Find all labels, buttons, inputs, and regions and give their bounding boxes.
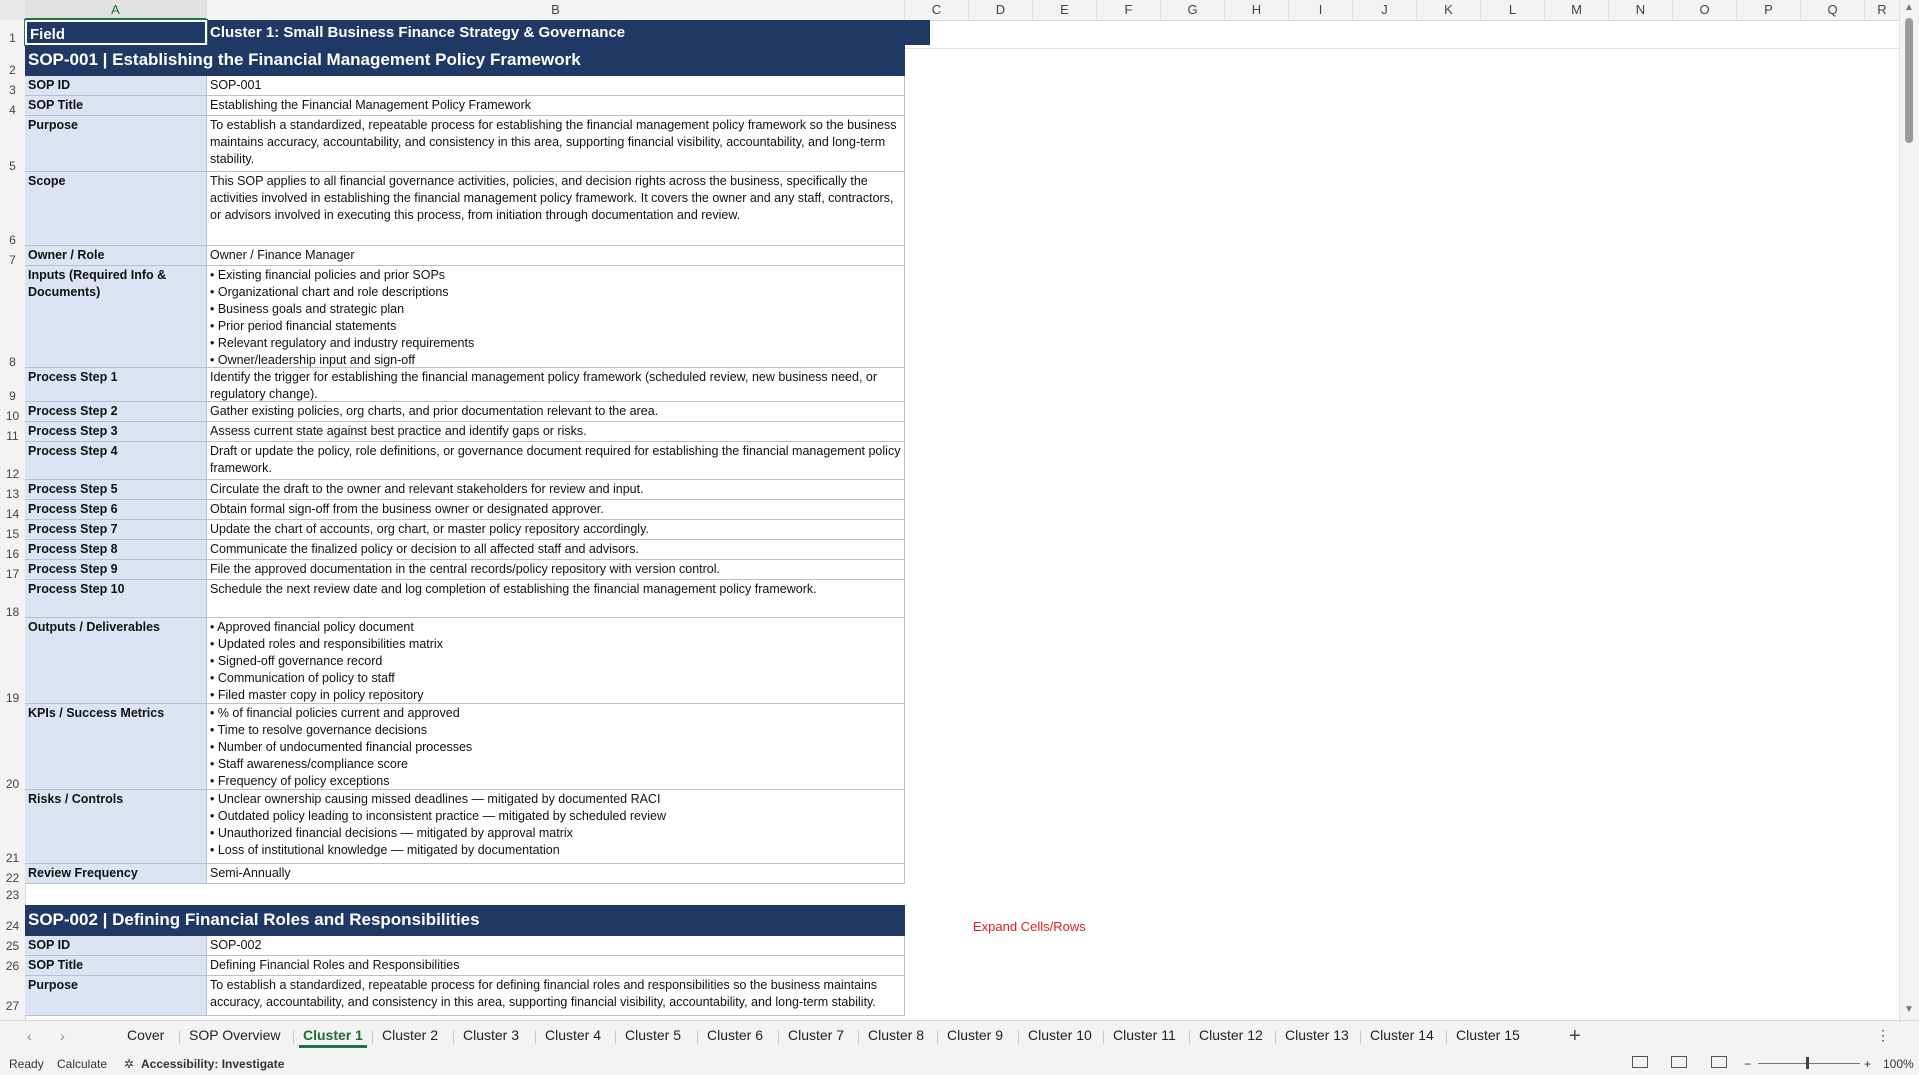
field-value-cell[interactable]: • Unclear ownership causing missed deadlines — mitigated by documented RACI • Outdated policy leading to inconsistent practice — mitigated by scheduled review • Unauthorized financial decisions — mitigated by approval matrix • Loss of institutional knowledge — mitigated by documentation: [207, 790, 905, 864]
sheet-tab[interactable]: Cover: [127, 1027, 165, 1043]
sheet-tab-bar: [0, 1020, 1919, 1053]
tab-separator: [1360, 1030, 1361, 1044]
field-value-cell[interactable]: Assess current state against best practice and identify gaps or risks.: [207, 422, 905, 442]
column-header[interactable]: B: [207, 0, 905, 20]
sheet-tab[interactable]: Cluster 9: [947, 1027, 1004, 1043]
field-label-cell[interactable]: Process Step 3: [25, 422, 207, 442]
tab-separator: [937, 1030, 938, 1044]
worksheet-grid[interactable]: [25, 20, 905, 1020]
field-value-cell[interactable]: • Existing financial policies and prior SOPs • Organizational chart and role descriptions • Business goals and strategic plan • Prior period financial statements • Relevant regulatory and industry requirements • Owner/leadership input and sign-off: [207, 266, 905, 368]
sheet-tab[interactable]: Cluster 8: [868, 1027, 925, 1043]
tab-separator: [1189, 1030, 1190, 1044]
row-header[interactable]: 18: [5, 605, 20, 619]
field-label-cell[interactable]: Inputs (Required Info & Documents): [25, 266, 207, 368]
column-header[interactable]: I: [1289, 0, 1353, 20]
field-label-cell[interactable]: Purpose: [25, 116, 207, 172]
tab-separator: [858, 1030, 859, 1044]
column-header[interactable]: H: [1225, 0, 1289, 20]
row-header[interactable]: 27: [5, 999, 20, 1013]
field-label-cell[interactable]: Risks / Controls: [25, 790, 207, 864]
field-label-cell[interactable]: Review Frequency: [25, 864, 207, 884]
chevron-left-icon[interactable]: ‹: [27, 1028, 32, 1044]
field-label-cell[interactable]: SOP Title: [25, 96, 207, 116]
column-header[interactable]: P: [1737, 0, 1801, 20]
column-header[interactable]: N: [1609, 0, 1673, 20]
zoom-thumb[interactable]: [1806, 1057, 1809, 1069]
select-all-corner[interactable]: [0, 0, 26, 20]
row-header[interactable]: 5: [9, 159, 16, 173]
field-label-cell[interactable]: Process Step 8: [25, 540, 207, 560]
tab-separator: [293, 1030, 294, 1044]
field-value-cell[interactable]: File the approved documentation in the central records/policy repository with version control.: [207, 560, 905, 580]
row-header[interactable]: 4: [9, 103, 16, 117]
column-header[interactable]: O: [1673, 0, 1737, 20]
normal-view-icon[interactable]: [1632, 1056, 1648, 1068]
field-value-cell[interactable]: To establish a standardized, repeatable process for defining financial roles and responsibilities so the business maintains accuracy, accountability, and consistency in this area, supporting financial visibility, accountability, and long-term stability.: [207, 976, 905, 1016]
add-sheet-icon[interactable]: +: [1569, 1025, 1581, 1047]
sheet-tab[interactable]: Cluster 4: [545, 1027, 602, 1043]
tab-separator: [1103, 1030, 1104, 1044]
field-value-cell[interactable]: Schedule the next review date and log completion of establishing the financial management policy framework.: [207, 580, 905, 618]
sheet-tab[interactable]: Cluster 12: [1199, 1027, 1263, 1043]
row-header[interactable]: 12: [5, 467, 20, 481]
field-value-cell[interactable]: Draft or update the policy, role definitions, or governance document required for establishing the financial management policy framework.: [207, 442, 905, 480]
column-header[interactable]: G: [1161, 0, 1225, 20]
scroll-up-icon[interactable]: ▲: [1904, 2, 1914, 13]
field-label-cell[interactable]: Scope: [25, 172, 207, 246]
field-label-cell[interactable]: Owner / Role: [25, 246, 207, 266]
column-header[interactable]: K: [1417, 0, 1481, 20]
field-value-cell[interactable]: Identify the trigger for establishing the financial management policy framework (scheduled review, new business need, or regulatory change).: [207, 368, 905, 402]
field-label-cell[interactable]: SOP ID: [25, 76, 207, 96]
row-header[interactable]: 6: [9, 233, 16, 247]
sheet-tab[interactable]: Cluster 13: [1285, 1027, 1349, 1043]
sheet-tab[interactable]: Cluster 2: [382, 1027, 439, 1043]
field-value-cell[interactable]: This SOP applies to all financial governance activities, policies, and decision rights across the business, specifically the activities involved in establishing the financial management policy framework. It covers the owner and any staff, contractors, or advisors involved in executing this process, from initiation through documentation and review.: [207, 172, 905, 246]
column-header[interactable]: M: [1545, 0, 1609, 20]
tab-separator: [1018, 1030, 1019, 1044]
sheet-tab[interactable]: Cluster 1: [299, 1027, 367, 1048]
tab-separator: [1275, 1030, 1276, 1044]
column-header[interactable]: D: [969, 0, 1033, 20]
header-row: [25, 20, 930, 45]
scroll-down-icon[interactable]: ▼: [1904, 1004, 1914, 1015]
sheet-tab[interactable]: Cluster 15: [1456, 1027, 1520, 1043]
tab-separator: [453, 1030, 454, 1044]
row-header[interactable]: 26: [5, 959, 20, 973]
sheet-tab[interactable]: Cluster 5: [625, 1027, 682, 1043]
row-header[interactable]: 20: [5, 777, 20, 791]
field-value-cell[interactable]: Owner / Finance Manager: [207, 246, 905, 266]
row-header[interactable]: 15: [5, 527, 20, 541]
field-value-cell[interactable]: SOP-001: [207, 76, 905, 96]
tab-separator: [372, 1030, 373, 1044]
zoom-out-icon[interactable]: −: [1744, 1057, 1752, 1071]
row-header[interactable]: 9: [9, 389, 16, 403]
zoom-in-icon[interactable]: +: [1864, 1057, 1872, 1071]
sheet-tab[interactable]: Cluster 14: [1370, 1027, 1434, 1043]
tab-separator: [535, 1030, 536, 1044]
more-options-icon[interactable]: ⋮: [1876, 1027, 1890, 1043]
sheet-tab[interactable]: Cluster 3: [463, 1027, 520, 1043]
field-label-cell[interactable]: Outputs / Deliverables: [25, 618, 207, 704]
sheet-tab[interactable]: Cluster 10: [1028, 1027, 1092, 1043]
field-label-cell[interactable]: Process Step 6: [25, 500, 207, 520]
sheet-tab[interactable]: Cluster 6: [707, 1027, 764, 1043]
row-header[interactable]: 13: [5, 487, 20, 501]
field-label-cell[interactable]: SOP ID: [25, 936, 207, 956]
field-value-cell[interactable]: • Approved financial policy document • Updated roles and responsibilities matrix • Signed-off governance record • Communication of policy to staff • Filed master copy in policy repository: [207, 618, 905, 704]
column-header[interactable]: C: [905, 0, 969, 20]
column-header[interactable]: Q: [1801, 0, 1865, 20]
row-header[interactable]: 23: [5, 888, 20, 902]
cell-b1-cluster-title[interactable]: Cluster 1: Small Business Finance Strategy & Governance: [210, 24, 626, 41]
field-label-cell[interactable]: Process Step 10: [25, 580, 207, 618]
field-value-cell[interactable]: Defining Financial Roles and Responsibilities: [207, 956, 905, 976]
row-header[interactable]: 22: [5, 871, 20, 885]
field-label-cell[interactable]: Process Step 2: [25, 402, 207, 422]
chevron-right-icon[interactable]: ›: [60, 1028, 65, 1044]
page-break-view-icon[interactable]: [1711, 1056, 1727, 1068]
column-header[interactable]: A: [25, 0, 207, 20]
sop-title-row[interactable]: SOP-002 | Defining Financial Roles and Responsibilities: [25, 905, 905, 936]
field-value-cell[interactable]: Circulate the draft to the owner and relevant stakeholders for review and input.: [207, 480, 905, 500]
field-value-cell[interactable]: Obtain formal sign-off from the business owner or designated approver.: [207, 500, 905, 520]
row-header[interactable]: 25: [5, 939, 20, 953]
zoom-slider[interactable]: [1758, 1063, 1860, 1064]
field-value-cell[interactable]: To establish a standardized, repeatable process for establishing the financial management policy framework so the business maintains accuracy, accountability, and consistency in this area, supporting financial visibility, accountability, and long-term stability.: [207, 116, 905, 172]
field-value-cell[interactable]: Establishing the Financial Management Policy Framework: [207, 96, 905, 116]
column-header[interactable]: L: [1481, 0, 1545, 20]
sheet-tab[interactable]: SOP Overview: [189, 1027, 281, 1043]
column-header[interactable]: F: [1097, 0, 1161, 20]
field-value-cell[interactable]: • % of financial policies current and approved • Time to resolve governance decisions • Number of undocumented financial processes • Staff awareness/compliance score • Frequency of policy exceptions: [207, 704, 905, 790]
expand-cells-note: Expand Cells/Rows: [973, 919, 1086, 934]
column-header[interactable]: R: [1865, 0, 1900, 20]
status-accessibility[interactable]: Accessibility: Investigate: [141, 1057, 285, 1071]
row-header[interactable]: 24: [5, 919, 20, 933]
row-header[interactable]: 10: [5, 409, 20, 423]
status-ready: Ready: [9, 1057, 44, 1071]
cell-a1-field[interactable]: Field: [25, 20, 207, 45]
field-value-cell[interactable]: Semi-Annually: [207, 864, 905, 884]
field-label-cell[interactable]: Process Step 5: [25, 480, 207, 500]
gridline: [905, 48, 1900, 49]
tab-separator: [179, 1030, 180, 1044]
field-label-cell[interactable]: Process Step 9: [25, 560, 207, 580]
field-value-cell[interactable]: Gather existing policies, org charts, and prior documentation relevant to the area.: [207, 402, 905, 422]
column-header[interactable]: E: [1033, 0, 1097, 20]
row-header[interactable]: 1: [9, 31, 16, 45]
field-label-cell[interactable]: Process Step 7: [25, 520, 207, 540]
tab-separator: [778, 1030, 779, 1044]
field-value-cell[interactable]: Update the chart of accounts, org chart, or master policy repository accordingly.: [207, 520, 905, 540]
sheet-tab[interactable]: Cluster 11: [1113, 1027, 1176, 1043]
tab-separator: [1446, 1030, 1447, 1044]
field-label-cell[interactable]: Process Step 1: [25, 368, 207, 402]
sheet-tab[interactable]: Cluster 7: [788, 1027, 845, 1043]
row-header[interactable]: 21: [5, 851, 20, 865]
row-header[interactable]: 7: [9, 253, 16, 267]
field-value-cell[interactable]: SOP-002: [207, 936, 905, 956]
accessibility-icon[interactable]: ✲: [124, 1057, 135, 1071]
tab-separator: [615, 1030, 616, 1044]
field-label-cell[interactable]: KPIs / Success Metrics: [25, 704, 207, 790]
page-layout-view-icon[interactable]: [1671, 1056, 1687, 1068]
field-label-cell[interactable]: Process Step 4: [25, 442, 207, 480]
sop-title-row[interactable]: SOP-001 | Establishing the Financial Management Policy Framework: [25, 45, 905, 76]
row-header[interactable]: 17: [5, 567, 20, 581]
status-bar: [0, 1052, 1919, 1075]
tab-separator: [697, 1030, 698, 1044]
field-label-cell[interactable]: Purpose: [25, 976, 207, 1016]
row-header[interactable]: 14: [5, 507, 20, 521]
vertical-scrollbar[interactable]: [1899, 0, 1919, 1020]
column-header[interactable]: J: [1353, 0, 1417, 20]
status-calculate[interactable]: Calculate: [57, 1057, 108, 1071]
row-header[interactable]: 19: [5, 691, 20, 705]
row-header[interactable]: 16: [5, 547, 20, 561]
row-header[interactable]: 3: [9, 83, 16, 97]
scroll-thumb[interactable]: [1905, 18, 1913, 143]
field-label-cell[interactable]: SOP Title: [25, 956, 207, 976]
row-header[interactable]: 2: [9, 63, 16, 77]
row-header[interactable]: 11: [6, 429, 19, 443]
zoom-level[interactable]: 100%: [1883, 1057, 1914, 1071]
row-header[interactable]: 8: [9, 355, 16, 369]
field-value-cell[interactable]: Communicate the finalized policy or decision to all affected staff and advisors.: [207, 540, 905, 560]
